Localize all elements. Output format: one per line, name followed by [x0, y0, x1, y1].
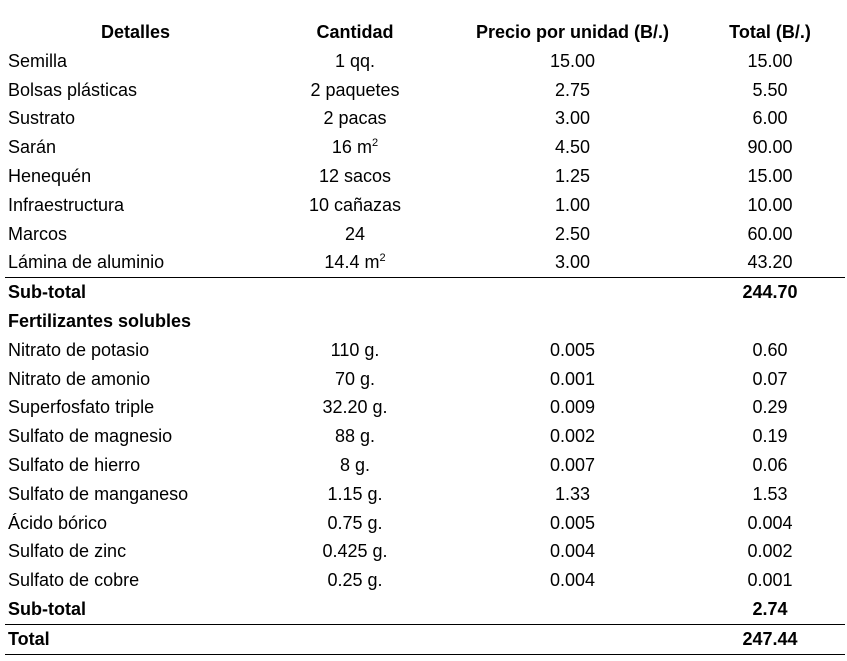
fertilizers-subtotal-row	[5, 595, 845, 624]
row-total: 15.00	[747, 165, 793, 186]
table-row	[5, 133, 845, 162]
row-unit-price: 0.001	[549, 368, 596, 389]
header-quantity: Cantidad	[316, 22, 394, 42]
table-row	[5, 220, 845, 249]
row-unit-price: 2.50	[554, 223, 591, 244]
unit-exponent: 2	[379, 252, 386, 265]
row-total: 0.06	[752, 454, 788, 475]
empty-cell	[450, 624, 695, 654]
row-quantity: 0.25 g.	[327, 570, 383, 591]
header-row	[5, 18, 845, 47]
empty-cell	[260, 595, 450, 624]
row-total: 0.002	[747, 541, 793, 562]
row-detail: Sulfato de magnesio	[8, 426, 173, 447]
table-row	[5, 480, 845, 509]
row-total: 10.00	[747, 194, 793, 215]
row-detail: Semilla	[8, 50, 68, 71]
quantity-value: 14.4 m	[324, 252, 380, 273]
row-quantity: 70 g.	[334, 368, 376, 389]
row-detail: Ácido bórico	[8, 512, 108, 533]
section-heading-row	[5, 307, 845, 336]
empty-cell	[450, 278, 695, 307]
row-unit-price: 1.00	[554, 194, 591, 215]
row-unit-price: 3.00	[554, 108, 591, 129]
row-quantity: 32.20 g.	[322, 397, 388, 418]
table-header	[5, 18, 845, 47]
row-quantity: 0.425 g.	[322, 541, 388, 562]
row-total: 0.29	[752, 397, 788, 418]
table-row	[5, 76, 845, 105]
header-details: Detalles	[101, 22, 171, 42]
row-detail: Superfosfato triple	[8, 397, 155, 418]
row-total: 0.07	[752, 368, 788, 389]
subtotal-value: 244.70	[695, 278, 845, 307]
table-row	[5, 393, 845, 422]
row-detail: Sulfato de cobre	[8, 570, 140, 591]
row-total: 90.00	[747, 137, 793, 158]
table-row	[5, 47, 845, 76]
row-quantity: 88 g.	[334, 426, 376, 447]
quantity-value: 16 m	[331, 137, 372, 158]
row-detail: Sulfato de zinc	[8, 541, 127, 562]
row-quantity: 12 sacos	[318, 165, 392, 186]
row-unit-price: 0.009	[549, 397, 596, 418]
empty-cell	[260, 624, 450, 654]
table-row	[5, 566, 845, 595]
row-detail: Sulfato de hierro	[8, 454, 141, 475]
row-quantity: 8 g.	[339, 454, 371, 475]
row-quantity: 24	[344, 223, 366, 244]
row-total: 0.60	[752, 339, 788, 360]
unit-exponent: 2	[371, 137, 379, 150]
row-unit-price: 0.005	[549, 512, 596, 533]
row-total: 0.001	[747, 570, 793, 591]
table-row	[5, 248, 845, 277]
row-unit-price: 0.004	[549, 541, 596, 562]
row-total: 6.00	[752, 108, 788, 129]
row-quantity: 110 g.	[330, 339, 380, 360]
empty-cell	[260, 278, 450, 307]
table-body	[5, 47, 845, 654]
header-unit-price: Precio por unidad (B/.)	[475, 22, 669, 42]
row-unit-price: 0.007	[549, 454, 596, 475]
table-row	[5, 537, 845, 566]
subtotal-label: Sub-total	[5, 278, 260, 307]
row-detail: Infraestructura	[8, 194, 125, 215]
table-row	[5, 365, 845, 394]
row-quantity: 2 paquetes	[310, 79, 400, 100]
row-quantity	[260, 133, 450, 162]
table-row	[5, 509, 845, 538]
row-total: 43.20	[747, 252, 793, 273]
row-unit-price: 2.75	[554, 79, 591, 100]
row-detail: Bolsas plásticas	[8, 79, 138, 100]
table-row	[5, 451, 845, 480]
table-row	[5, 191, 845, 220]
row-total: 60.00	[747, 223, 793, 244]
row-quantity: 10 cañazas	[308, 194, 402, 215]
subtotal-value: 2.74	[752, 598, 788, 619]
fertilizers-heading: Fertilizantes solubles	[8, 310, 192, 331]
row-detail: Lámina de aluminio	[8, 252, 165, 273]
total-label: Total	[5, 624, 260, 654]
row-total: 1.53	[752, 483, 788, 504]
row-detail: Nitrato de potasio	[8, 339, 150, 360]
row-detail: Marcos	[8, 223, 68, 244]
cost-table	[5, 18, 845, 655]
row-quantity: 1.15 g.	[327, 483, 383, 504]
table-row	[5, 336, 845, 365]
row-unit-price: 4.50	[554, 137, 591, 158]
row-detail: Nitrato de amonio	[8, 368, 151, 389]
materials-subtotal-row	[5, 278, 845, 307]
grand-total-row	[5, 624, 845, 654]
table-row	[5, 104, 845, 133]
table-row	[5, 162, 845, 191]
row-unit-price: 0.004	[549, 570, 596, 591]
row-total: 5.50	[752, 79, 788, 100]
row-detail: Sustrato	[8, 108, 76, 129]
row-detail: Sarán	[8, 137, 57, 158]
row-unit-price: 15.00	[549, 50, 596, 71]
row-quantity	[260, 248, 450, 277]
table-row	[5, 422, 845, 451]
empty-cell	[450, 595, 695, 624]
row-quantity: 2 pacas	[323, 108, 387, 129]
row-quantity: 0.75 g.	[327, 512, 383, 533]
row-total: 0.19	[752, 426, 788, 447]
row-total: 0.004	[747, 512, 793, 533]
row-unit-price: 1.33	[554, 483, 591, 504]
row-unit-price: 3.00	[554, 252, 591, 273]
row-quantity: 1 qq.	[334, 50, 376, 71]
row-detail: Henequén	[8, 165, 92, 186]
total-value: 247.44	[695, 624, 845, 654]
row-total: 15.00	[747, 50, 793, 71]
subtotal-label: Sub-total	[8, 598, 86, 619]
row-unit-price: 0.002	[549, 426, 596, 447]
row-detail: Sulfato de manganeso	[8, 483, 189, 504]
row-unit-price: 1.25	[554, 165, 591, 186]
header-total: Total (B/.)	[729, 22, 811, 42]
row-unit-price: 0.005	[549, 339, 596, 360]
